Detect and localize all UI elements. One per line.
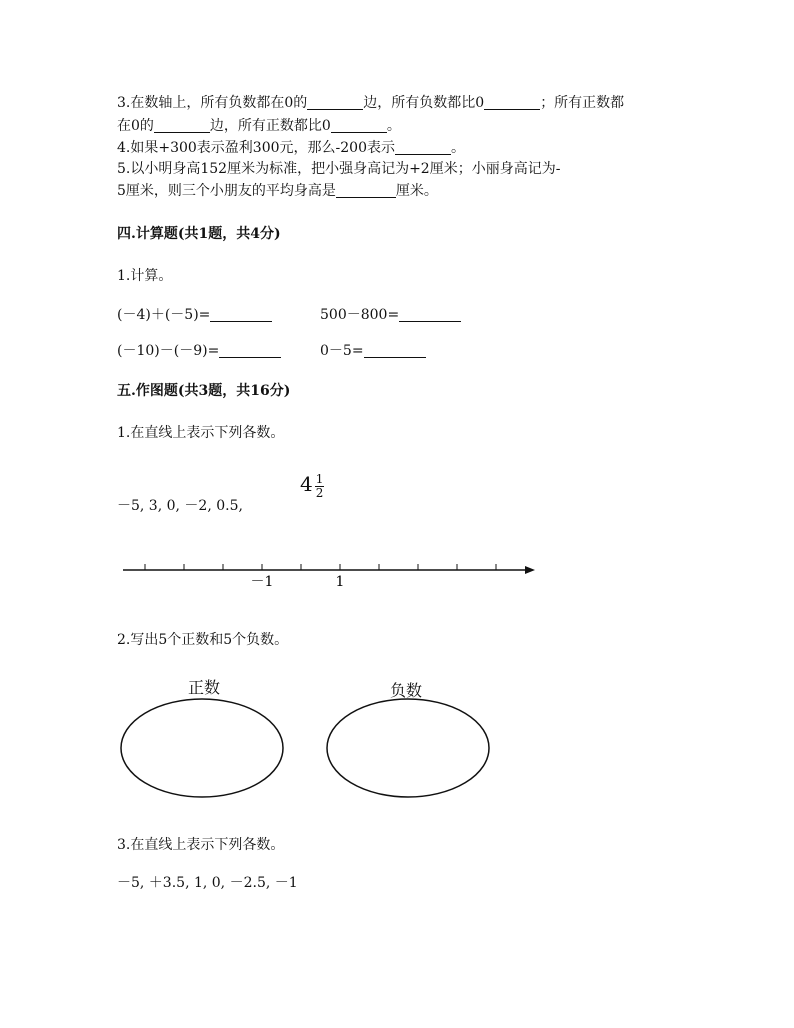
expression-text: (－10)－(－9)= xyxy=(117,343,220,359)
axis-label-neg-one: －1 xyxy=(250,574,274,590)
section-5-heading: 五.作图题(共3题，共16分) xyxy=(117,383,291,399)
expression-text: 500－800= xyxy=(320,307,400,323)
fraction xyxy=(315,473,325,500)
number-line-ticks xyxy=(145,564,496,570)
positive-oval[interactable] xyxy=(121,699,283,797)
calc-expression-4 xyxy=(320,341,426,361)
section-5-question-2-title: 2.写出5个正数和5个负数。 xyxy=(117,632,289,648)
answer-ovals xyxy=(118,695,498,805)
q5-text-c: 厘米。 xyxy=(395,183,438,199)
q4-text-a: 4.如果+300表示盈利300元，那么-200表示 xyxy=(117,140,395,156)
expression-text: 0－5= xyxy=(320,343,364,359)
answer-blank[interactable] xyxy=(336,183,396,198)
q3-text-e: 边，所有正数都比0 xyxy=(209,118,331,134)
q5-text-b: 5厘米，则三个小朋友的平均身高是 xyxy=(117,183,336,199)
answer-blank[interactable] xyxy=(219,343,281,358)
axis-label-one: 1 xyxy=(335,574,345,590)
question-5-line-2 xyxy=(117,181,438,201)
calc-expression-3 xyxy=(117,341,281,361)
question-5-line-1 xyxy=(117,159,560,179)
answer-blank[interactable] xyxy=(399,307,461,322)
q5-text-a: 5.以小明身高152厘米为标准，把小强身高记为+2厘米；小丽身高记为- xyxy=(117,161,561,177)
mixed-whole: 4 xyxy=(300,472,313,496)
section-5-question-3-title: 3.在直线上表示下列各数。 xyxy=(117,837,285,853)
answer-blank[interactable] xyxy=(210,307,272,322)
answer-blank[interactable] xyxy=(364,343,426,358)
expression-text: (－4)＋(－5)= xyxy=(117,307,211,323)
number-line-arrow xyxy=(525,566,535,574)
numbers-to-plot-1: －5, 3, 0, －2, 0.5, xyxy=(117,498,243,514)
negative-label: 负数 xyxy=(390,681,423,700)
q3-text-f: 。 xyxy=(386,118,401,134)
section-5-question-1-title: 1.在直线上表示下列各数。 xyxy=(117,425,285,441)
q3-text-c: ；所有正数都 xyxy=(540,95,625,111)
mixed-number xyxy=(300,472,324,500)
section-4-question-1-title: 1.计算。 xyxy=(117,268,173,284)
calc-expression-2 xyxy=(320,305,461,325)
section-4-heading: 四.计算题(共1题，共4分) xyxy=(117,226,281,242)
q4-text-b: 。 xyxy=(450,140,465,156)
calc-expression-1 xyxy=(117,305,272,325)
q3-text-b: 边，所有负数都比0 xyxy=(363,95,485,111)
fraction-denominator: 2 xyxy=(315,486,324,500)
answer-blank[interactable] xyxy=(307,95,363,110)
q3-text-d: 在0的 xyxy=(117,118,154,134)
numbers-to-plot-3: －5, ＋3.5, 1, 0, －2.5, －1 xyxy=(117,875,298,891)
number-line[interactable] xyxy=(115,555,545,595)
fraction-numerator: 1 xyxy=(315,472,324,486)
negative-oval[interactable] xyxy=(327,699,489,797)
question-3-line-1 xyxy=(117,93,624,113)
question-3-line-2 xyxy=(117,116,401,136)
answer-blank[interactable] xyxy=(154,118,210,133)
question-4 xyxy=(117,138,465,158)
positive-label: 正数 xyxy=(188,678,221,697)
answer-blank[interactable] xyxy=(395,140,451,155)
q3-text-a: 3.在数轴上，所有负数都在0的 xyxy=(117,95,308,111)
answer-blank[interactable] xyxy=(331,118,387,133)
answer-blank[interactable] xyxy=(484,95,540,110)
